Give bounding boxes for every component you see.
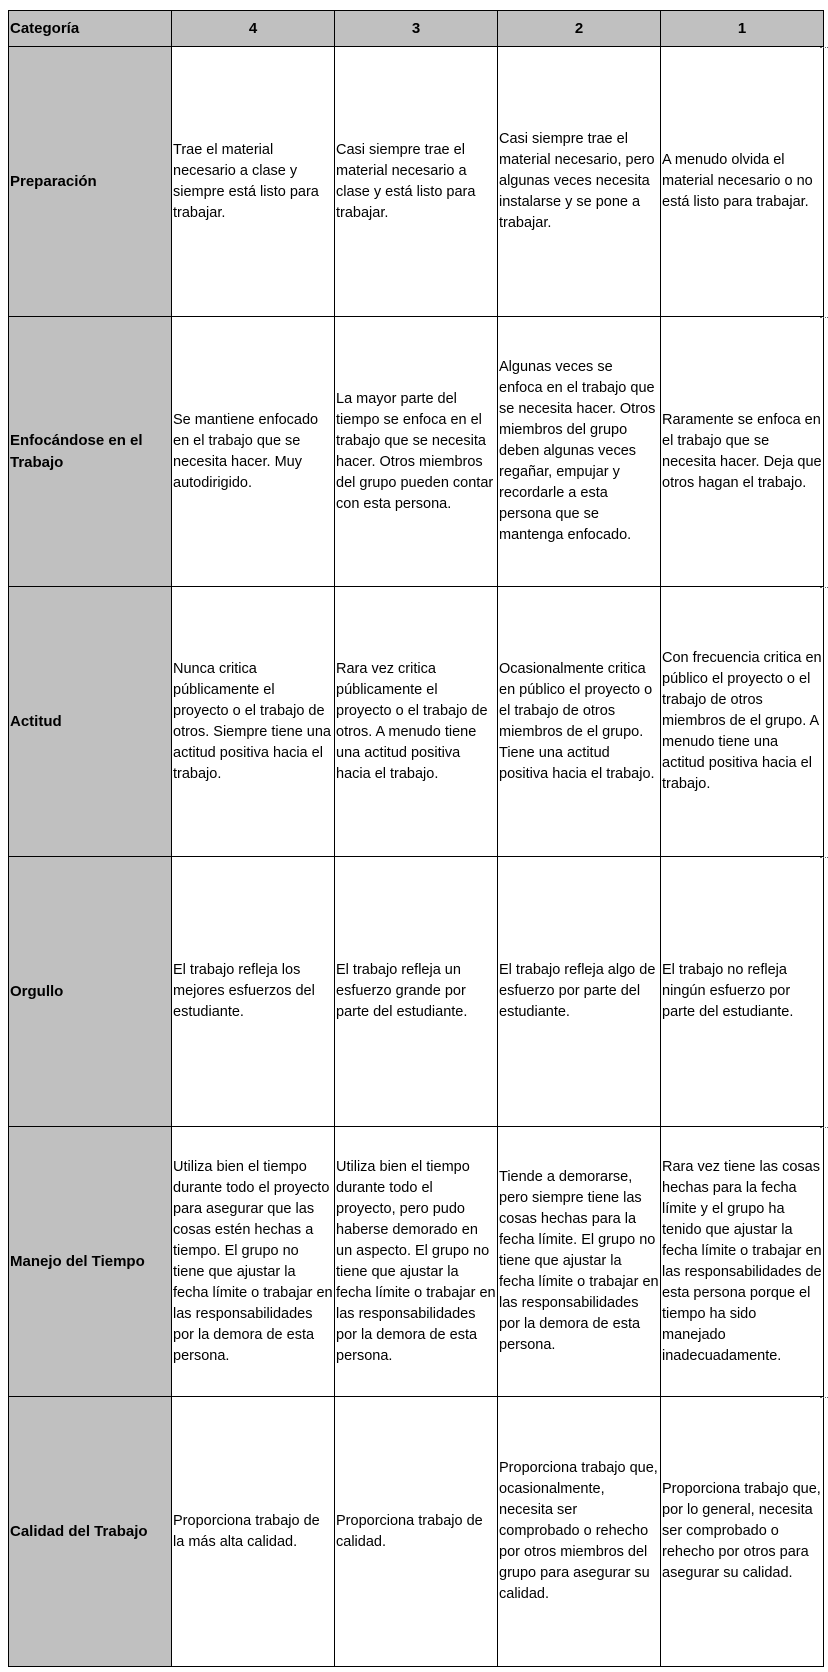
rubric-table <box>8 10 824 1667</box>
table-cell: Casi siempre trae el material necesario, pero algunas veces necesita instalarse y se pone a trabajar. <box>498 47 661 317</box>
table-cell: Nunca critica públicamente el proyecto o el trabajo de otros. Siempre tiene una actitud positiva hacia el trabajo. <box>172 587 335 857</box>
table-cell: Trae el material necesario a clase y siempre está listo para trabajar. <box>172 47 335 317</box>
header-level-4: 4 <box>172 11 335 47</box>
table-cell: Casi siempre trae el material necesario a clase y está listo para trabajar. <box>335 47 498 317</box>
row-category: Actitud <box>9 587 172 857</box>
table-cell: Algunas veces se enfoca en el trabajo que se necesita hacer. Otros miembros del grupo deben algunas veces regañar, empujar y recordarle a esta persona que se mantenga enfocado. <box>498 317 661 587</box>
rubric-header <box>9 11 824 47</box>
page-edge-divider <box>820 857 828 858</box>
table-cell: Raramente se enfoca en el trabajo que se necesita hacer. Deja que otros hagan el trabajo. <box>661 317 824 587</box>
page-edge-divider <box>820 587 828 588</box>
table-cell: Proporciona trabajo de calidad. <box>335 1397 498 1667</box>
header-category: Categoría <box>9 11 172 47</box>
header-level-2: 2 <box>498 11 661 47</box>
rubric-body <box>9 47 824 1667</box>
table-row <box>9 1127 824 1397</box>
table-cell: El trabajo refleja un esfuerzo grande por parte del estudiante. <box>335 857 498 1127</box>
header-level-3: 3 <box>335 11 498 47</box>
page-edge-divider <box>820 1127 828 1128</box>
row-category: Enfocándose en el Trabajo <box>9 317 172 587</box>
table-cell: Con frecuencia critica en público el proyecto o el trabajo de otros miembros de el grupo. A menudo tiene una actitud positiva hacia el trabajo. <box>661 587 824 857</box>
row-category: Preparación <box>9 47 172 317</box>
table-cell: Rara vez tiene las cosas hechas para la fecha límite y el grupo ha tenido que ajustar la fecha límite o trabajar en las responsabilidades de esta persona porque el tiempo ha sido manejado inadecuadamente. <box>661 1127 824 1397</box>
row-category: Orgullo <box>9 857 172 1127</box>
table-cell: La mayor parte del tiempo se enfoca en el trabajo que se necesita hacer. Otros miembros del grupo pueden contar con esta persona. <box>335 317 498 587</box>
header-row <box>9 11 824 47</box>
table-cell: Proporciona trabajo que, ocasionalmente, necesita ser comprobado o rehecho por otros miembros del grupo para asegurar su calidad. <box>498 1397 661 1667</box>
page-edge-divider <box>820 317 828 318</box>
table-cell: Ocasionalmente critica en público el proyecto o el trabajo de otros miembros de el grupo. Tiene una actitud positiva hacia el trabajo. <box>498 587 661 857</box>
table-row <box>9 317 824 587</box>
table-cell: El trabajo refleja los mejores esfuerzos del estudiante. <box>172 857 335 1127</box>
table-cell: Tiende a demorarse, pero siempre tiene las cosas hechas para la fecha límite. El grupo no tiene que ajustar la fecha límite o trabajar en las responsabilidades por la demora de esta persona. <box>498 1127 661 1397</box>
row-category: Manejo del Tiempo <box>9 1127 172 1397</box>
table-cell: Se mantiene enfocado en el trabajo que se necesita hacer. Muy autodirigido. <box>172 317 335 587</box>
page-edge-divider <box>820 47 828 48</box>
table-cell: El trabajo refleja algo de esfuerzo por parte del estudiante. <box>498 857 661 1127</box>
header-level-1: 1 <box>661 11 824 47</box>
table-cell: Proporciona trabajo que, por lo general, necesita ser comprobado o rehecho por otros para asegurar su calidad. <box>661 1397 824 1667</box>
page-edge-divider <box>820 1397 828 1398</box>
table-row <box>9 1397 824 1667</box>
table-row <box>9 47 824 317</box>
table-cell: El trabajo no refleja ningún esfuerzo por parte del estudiante. <box>661 857 824 1127</box>
table-cell: A menudo olvida el material necesario o no está listo para trabajar. <box>661 47 824 317</box>
table-row <box>9 857 824 1127</box>
table-row <box>9 587 824 857</box>
row-category: Calidad del Trabajo <box>9 1397 172 1667</box>
table-cell: Proporciona trabajo de la más alta calidad. <box>172 1397 335 1667</box>
table-cell: Utiliza bien el tiempo durante todo el proyecto para asegurar que las cosas estén hechas a tiempo. El grupo no tiene que ajustar la fecha límite o trabajar en las responsabilidades por la demora de esta persona. <box>172 1127 335 1397</box>
table-cell: Rara vez critica públicamente el proyecto o el trabajo de otros. A menudo tiene una actitud positiva hacia el trabajo. <box>335 587 498 857</box>
table-cell: Utiliza bien el tiempo durante todo el proyecto, pero pudo haberse demorado en un aspecto. El grupo no tiene que ajustar la fecha límite o trabajar en las responsabilidades por la demora de esta persona. <box>335 1127 498 1397</box>
